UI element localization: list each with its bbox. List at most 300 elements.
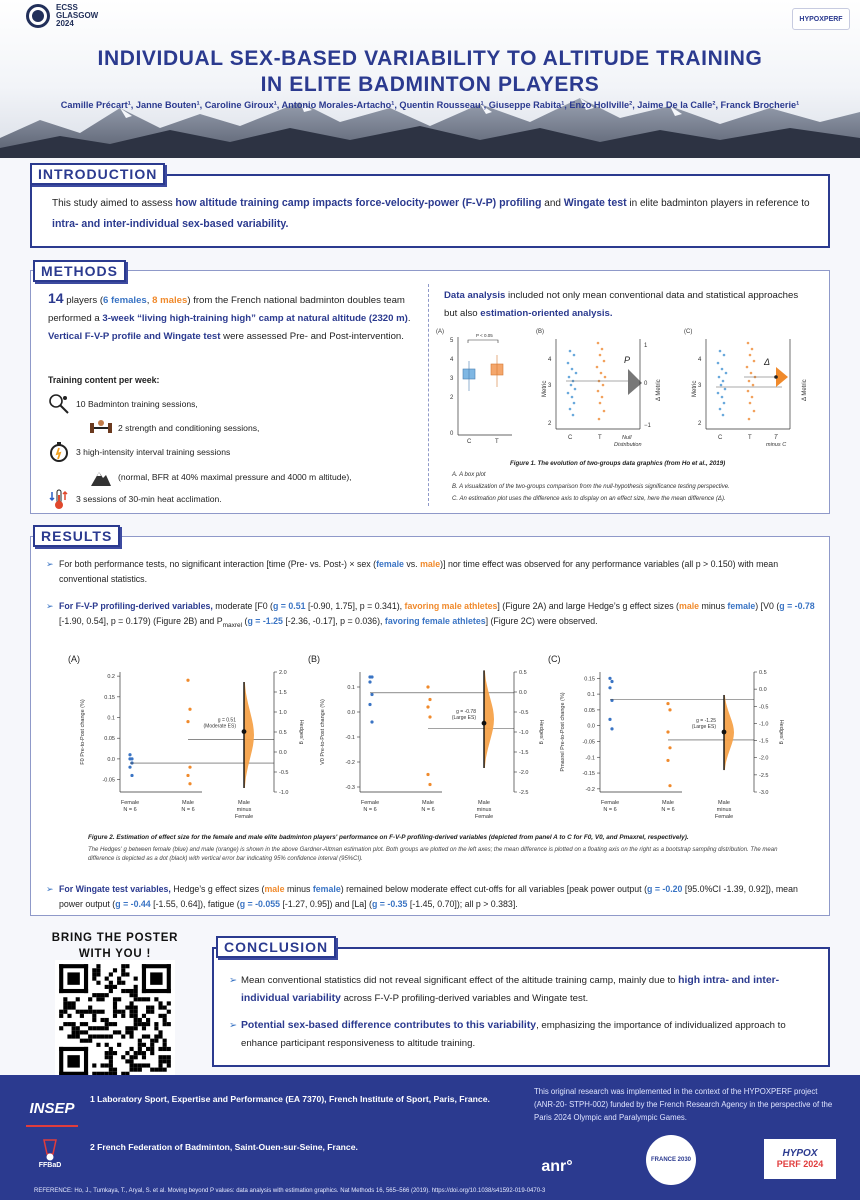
qr-module (121, 981, 125, 985)
fig2-effect-label: (Moderate ES) (203, 723, 236, 730)
fig2-female-point (128, 753, 131, 756)
fig2-x-label: Female (360, 800, 380, 806)
fig2-female-point (128, 766, 131, 769)
rb-male: male (679, 601, 700, 611)
qr-module (59, 1026, 63, 1030)
qr-module (163, 1055, 167, 1059)
qr-module (80, 1014, 84, 1018)
rb-g: g = -0.78 (779, 601, 815, 611)
fig2-male-point (186, 679, 189, 682)
qr-module (142, 1051, 146, 1055)
qr-module (105, 1026, 109, 1030)
qr-finder (84, 964, 88, 993)
qr-module (125, 964, 129, 968)
qr-module (105, 977, 109, 981)
qr-module (63, 1001, 67, 1005)
fig2-x-label: Male (478, 800, 490, 806)
fig1-xtick: C (568, 435, 573, 441)
rb-span: [-0.90, 1.75], p = 0.341), (305, 601, 405, 611)
fig2-female-point (610, 727, 613, 730)
fig2-male-point (668, 708, 671, 711)
fig2-gtick-label: -1.0 (519, 730, 529, 736)
poster-line: BRING THE POSTER (51, 932, 179, 944)
qr-module (113, 1030, 117, 1034)
qr-finder (59, 1047, 88, 1051)
fig2-ytick-label: -0.3 (345, 785, 355, 791)
rb-span: ] (Figure 2C) were observed. (485, 616, 598, 626)
qr-module (109, 1055, 113, 1059)
fig2-ytick-label: 0.0 (587, 723, 595, 730)
training-item (90, 417, 259, 439)
qr-module (125, 1030, 129, 1034)
rb-female: female (376, 559, 404, 569)
fig2-ytick-label: 0.0 (347, 710, 355, 716)
qr-module (113, 985, 117, 989)
qr-module (96, 964, 100, 968)
fig2-gtick-label: -0.5 (759, 704, 769, 711)
fig1-xtick: C (718, 435, 723, 441)
qr-module (158, 1055, 162, 1059)
methods-emph: Vertical F-V-P profile and Wingate test (48, 331, 221, 342)
qr-module (150, 1043, 154, 1047)
qr-module (142, 997, 146, 1001)
thermometer-icon (48, 488, 70, 510)
qr-module (101, 1010, 105, 1014)
poster-title (0, 46, 860, 98)
qr-module (134, 1051, 138, 1055)
qr-module (125, 989, 129, 993)
qr-module (121, 1055, 125, 1059)
qr-module (167, 1059, 171, 1063)
fig1-dots-control-c (717, 350, 728, 417)
analysis-emph: estimation-oriented analysis. (480, 308, 613, 319)
qr-module (105, 1051, 109, 1055)
qr-module (117, 981, 121, 985)
qr-module (150, 1039, 154, 1043)
fig1-ytick: 4 (450, 357, 454, 363)
qr-module (117, 977, 121, 981)
qr-module (146, 1034, 150, 1038)
qr-module (134, 985, 138, 989)
fig1-xtick: Distribution (614, 442, 642, 448)
ecss-globe-icon (26, 4, 50, 28)
rb-g: g = -0.055 (239, 899, 281, 909)
qr-module (134, 993, 138, 997)
insep-logo (26, 1091, 78, 1127)
methods-span: players ( (63, 295, 104, 306)
qr-module (134, 1068, 138, 1072)
rb-span: [95.0%CI -1.39, 0.92]), mean power output ( (59, 884, 798, 909)
rb-span: ( (242, 616, 248, 626)
insep-logo-text: INSEP (29, 1099, 75, 1117)
qr-finder (142, 989, 171, 993)
badminton-racket-icon (48, 393, 70, 415)
qr-module (158, 1034, 162, 1038)
qr-module (105, 1043, 109, 1047)
qr-finder (59, 989, 88, 993)
qr-module (146, 1010, 150, 1014)
fig2-x-label: Male (718, 800, 730, 806)
intro-emph: intra- and inter-individual sex-based variability. (52, 218, 289, 230)
fig2-x-label: minus (236, 807, 252, 813)
fig2-panel-label: (A) (68, 654, 80, 664)
rb-span: Hedge’s g effect sizes ( (170, 884, 265, 894)
qr-module (146, 997, 150, 1001)
fig2-ytick-label: 0.1 (587, 692, 595, 699)
qr-module (125, 1006, 129, 1010)
fig2-ytick-label: -0.2 (585, 786, 595, 793)
results-bullet (46, 882, 816, 912)
france2030-logo (646, 1135, 696, 1185)
qr-module (76, 1026, 80, 1030)
poster-line: WITH YOU ! (78, 948, 152, 960)
qr-module (92, 993, 96, 997)
qr-module (154, 1039, 158, 1043)
qr-module (154, 997, 158, 1001)
fig1-note: B. A visualization of the two-groups comparison from the null-hypothesis significance testing perspective. (452, 484, 730, 490)
qr-module (142, 1026, 146, 1030)
fig1-ytick: 4 (548, 357, 552, 363)
qr-module (125, 1059, 129, 1063)
qr-module (129, 1030, 133, 1034)
fig2-x-label: Male (422, 800, 434, 806)
fig2-female-point (370, 720, 373, 723)
fig2-gtick-label: -2.5 (759, 772, 769, 779)
qr-module (142, 1055, 146, 1059)
fig2-ytick-label: 0.1 (347, 685, 355, 691)
arrow-icon: ➢ (46, 884, 54, 894)
qr-module (150, 1006, 154, 1010)
fig1-note: C. An estimation plot uses the difference axis to display on an effect size, here the mean difference (Δ). (452, 496, 726, 502)
fig1-xtick: T (495, 439, 499, 445)
training-item (48, 488, 222, 510)
rb-span: minus (699, 601, 728, 611)
qr-module (158, 1068, 162, 1072)
conclusion-heading: CONCLUSION (216, 936, 336, 958)
qr-module (72, 1034, 76, 1038)
affiliation-1: 1 Laboratory Sport, Expertise and Performance (EA 7370), French Institute of Sport, Paris, France. (90, 1094, 490, 1104)
qr-module (146, 1022, 150, 1026)
qr-module (146, 1006, 150, 1010)
figure-1 (432, 325, 812, 455)
qr-module (121, 1034, 125, 1038)
fig2-ytick-label: 0.2 (107, 674, 115, 681)
qr-module (105, 1055, 109, 1059)
qr-module (129, 1001, 133, 1005)
rb-g: g = -0.44 (115, 899, 151, 909)
qr-module (129, 1014, 133, 1018)
fig1-xtick: T (774, 435, 778, 441)
fig2-ytick-label: 0.0 (107, 756, 115, 763)
fig2-female-point (610, 680, 613, 683)
training-item (90, 466, 352, 488)
fig2-x-label: minus (476, 807, 492, 813)
qr-module (96, 1026, 100, 1030)
rb-span: ) [V0 ( (755, 601, 780, 611)
qr-module (158, 1030, 162, 1034)
rb-emph: For F-V-P profiling-derived variables, (59, 601, 213, 611)
fig2-gtick-label: 0.0 (759, 687, 767, 694)
qr-module (88, 1006, 92, 1010)
methods-span: were assessed Pre- and Post-intervention. (220, 331, 404, 342)
methods-divider (428, 284, 429, 506)
ecss-line: 2024 (56, 19, 74, 28)
qr-finder (142, 964, 171, 968)
fig2-male-point (426, 705, 429, 708)
qr-finder (150, 972, 162, 984)
qr-module (158, 1047, 162, 1051)
qr-module (134, 1018, 138, 1022)
affiliation-2: 2 French Federation of Badminton, Saint-Ouen-sur-Seine, France. (90, 1142, 358, 1152)
qr-module (113, 1022, 117, 1026)
fig2-female-point (608, 677, 611, 680)
fig2-x-label: Female (474, 814, 494, 820)
qr-module (96, 968, 100, 972)
fig2-female-point (130, 774, 133, 777)
training-label: 3 sessions of 30-min heat acclimation. (76, 494, 222, 504)
qr-module (138, 1043, 142, 1047)
intro-span: This study aimed to assess (52, 198, 176, 209)
rb-female: female (727, 601, 756, 611)
rb-g: g = -1.25 (247, 616, 283, 626)
fig1-ytick: 3 (450, 376, 454, 382)
anr-logo (532, 1155, 582, 1179)
fig1-p-marker: P (624, 355, 631, 365)
fig2-gtick-label: 0.5 (519, 670, 527, 676)
qr-module (84, 1022, 88, 1026)
qr-module (163, 1059, 167, 1063)
qr-module (109, 1034, 113, 1038)
qr-module (101, 1063, 105, 1067)
qr-code[interactable] (55, 960, 175, 1080)
fig2-x-label: N = 6 (363, 807, 377, 813)
fig2-gtick-label: -1.5 (759, 738, 769, 745)
fig2-gtick-label: 1.5 (279, 690, 287, 696)
fig2-male-point (426, 773, 429, 776)
qr-module (142, 1063, 146, 1067)
ecss-line: GLASGOW (56, 11, 99, 20)
training-item (48, 393, 198, 415)
stopwatch-icon (48, 441, 70, 463)
qr-module (129, 1059, 133, 1063)
qr-module (142, 1043, 146, 1047)
fig1-xtick: C (467, 439, 472, 445)
qr-module (158, 1006, 162, 1010)
qr-finder (59, 964, 63, 993)
fig2-male-point (428, 698, 431, 701)
qr-module (113, 1051, 117, 1055)
fig2-ytick-label: -0.1 (585, 755, 595, 762)
qr-finder (84, 1047, 88, 1076)
qr-module (92, 1014, 96, 1018)
fig1-metric-label: Metric (692, 380, 698, 397)
qr-module (134, 1010, 138, 1014)
qr-module (76, 1030, 80, 1034)
training-title: Training content per week: (48, 375, 160, 385)
fig1-p-label: P < 0.05 (476, 333, 493, 338)
hypoxperf-logo (764, 1139, 836, 1179)
qr-module (129, 1026, 133, 1030)
fig2-ytick-label: 0.15 (584, 676, 595, 683)
fig1-ytick: 4 (698, 357, 702, 363)
cb-span: , emphasizing the importance of individualized approach to enhance participant responsiveness to altitude training. (241, 1020, 786, 1049)
qr-module (129, 1068, 133, 1072)
rb-span: )] nor time effect was observed for any performance variables (all p > 0.150) with mean conventional statistics. (59, 559, 779, 584)
fig2-x-label: Female (120, 800, 140, 806)
fig2-y-label: V0 Pre-to-Post change (%) (320, 699, 326, 765)
fig2-male-point (666, 759, 669, 762)
methods-span: . (407, 313, 411, 324)
fig1-dtick: −1 (644, 423, 651, 429)
footer (0, 1075, 860, 1200)
rb-g: g = -0.20 (647, 884, 683, 894)
qr-module (113, 1014, 117, 1018)
qr-module (92, 1063, 96, 1067)
arrow-icon: ➢ (46, 601, 54, 611)
qr-module (109, 981, 113, 985)
fig2-caption: Figure 2. Estimation of effect size for the female and male elite badminton players' performance on F-V-P profiling-derived variables (depicted from panel A to C for F0, V0, and Pmaxrel, respectively). (88, 834, 689, 841)
fig2-x-label: N = 6 (661, 807, 675, 813)
fig2-y-label: Pmaxrel Pre-to-Post change (%) (560, 692, 566, 772)
qr-module (129, 1055, 133, 1059)
fig2-effect-label: g = -1.25 (696, 718, 716, 724)
fig2-x-label: Male (662, 800, 674, 806)
qr-module (167, 1047, 171, 1051)
fig2-male-point (428, 715, 431, 718)
fig1-ytick: 2 (548, 421, 552, 427)
qr-module (96, 981, 100, 985)
qr-module (163, 1043, 167, 1047)
qr-module (84, 1010, 88, 1014)
intro-heading: INTRODUCTION (30, 163, 165, 185)
training-label: (normal, BFR at 40% maximal pressure and 4000 m altitude), (118, 472, 352, 482)
qr-module (113, 997, 117, 1001)
rb-favor: favoring male athletes (404, 601, 498, 611)
intro-span: and (541, 198, 564, 209)
qr-module (101, 1034, 105, 1038)
qr-module (63, 1010, 67, 1014)
fig2-x-label: N = 6 (123, 807, 137, 813)
qr-module (142, 1034, 146, 1038)
rb-span: moderate [F0 ( (212, 601, 273, 611)
qr-module (109, 1022, 113, 1026)
fig2-x-label: N = 6 (603, 807, 617, 813)
fig2-male-point (666, 702, 669, 705)
qr-module (59, 1010, 63, 1014)
qr-module (109, 989, 113, 993)
fig2-panel-label: (C) (548, 654, 561, 664)
rb-span: [-2.36, -0.17], p = 0.036), (282, 616, 385, 626)
analysis-text (444, 287, 814, 323)
fig2-ytick-label: 0.05 (584, 707, 595, 714)
qr-finder (167, 964, 171, 993)
qr-module (146, 1063, 150, 1067)
qr-module (113, 1006, 117, 1010)
fig2-male-point (188, 782, 191, 785)
fig1-note: A. A box plot (452, 472, 486, 478)
qr-module (80, 1010, 84, 1014)
qr-module (92, 968, 96, 972)
fig2-note: The Hedges' g between female (blue) and male (orange) is shown in the above Gardner-Altman estimation plot. Both groups are plotted on the left axes; the mean difference is plotted on a floating axis on the right as a bootstrap sampling distribution. The mean difference is depicted as a dot (black) with vertical error bar indicating 95% confidence interval (95%CI). (88, 847, 778, 862)
arrow-icon: ➢ (229, 1020, 238, 1031)
qr-module (76, 997, 80, 1001)
qr-module (163, 1014, 167, 1018)
fig2-gtick-label: -2.5 (519, 790, 529, 796)
fig2-gtick-label: -2.0 (759, 755, 769, 762)
fig1-xtick: Null (622, 435, 632, 441)
qr-finder (67, 1055, 79, 1067)
fig2-male-point (666, 730, 669, 733)
fig2-x-label: minus (716, 807, 732, 813)
rb-span: [-1.27, 0.95]) and [La] ( (280, 899, 372, 909)
fig2-y-label: F0 Pre-to-Post change (%) (80, 699, 86, 765)
fig1-delta-label: Δ Metric (802, 379, 808, 401)
qr-module (67, 1014, 71, 1018)
conclusion-bullet (229, 1017, 809, 1053)
qr-module (134, 1055, 138, 1059)
methods-span: , (146, 295, 153, 306)
fig1-ytick: 3 (548, 383, 552, 389)
fig2-x-label: Male (238, 800, 250, 806)
qr-module (117, 1043, 121, 1047)
qr-module (88, 1010, 92, 1014)
fig2-ytick-label: 0.1 (107, 715, 115, 722)
qr-module (67, 1022, 71, 1026)
fig2-effect-label: (Large ES) (691, 724, 716, 730)
fig2-ytick-label: -0.2 (345, 760, 355, 766)
title-line: INDIVIDUAL SEX-BASED VARIABILITY TO ALTITUDE TRAINING (97, 47, 763, 70)
perf-text: PERF 2024 (776, 1159, 824, 1169)
rb-g: g = 0.51 (272, 601, 306, 611)
ffbad-logo (28, 1133, 72, 1173)
qr-module (76, 1010, 80, 1014)
qr-module (150, 1051, 154, 1055)
qr-module (158, 1059, 162, 1063)
qr-module (129, 989, 133, 993)
qr-module (163, 1068, 167, 1072)
qr-module (134, 997, 138, 1001)
fig2-panel-label: (B) (308, 654, 320, 664)
qr-module (92, 1034, 96, 1038)
fig2-g-label: Hedges' g (538, 719, 544, 745)
qr-module (125, 1026, 129, 1030)
female-count: 6 females (103, 295, 147, 306)
qr-module (72, 1022, 76, 1026)
qr-module (129, 1063, 133, 1067)
anr-logo-text: anr° (541, 1158, 573, 1175)
funding-note: This original research was implemented in the context of the HYPOXPERF project (ANR-20- STPH-002) funded by the French Research Agency in the perspective of the Paris 2024 Olympic and Paralympic Games. (534, 1087, 833, 1122)
qr-module (121, 964, 125, 968)
fig1-xtick: T (598, 435, 602, 441)
intro-emph: how altitude training camp impacts force-velocity-power (F-V-P) profiling (175, 197, 542, 209)
fig2-female-point (370, 675, 373, 678)
qr-module (109, 1068, 113, 1072)
ecss-logo (26, 4, 98, 28)
rb-female: female (312, 884, 341, 894)
reference: REFERENCE: Ho, J., Tumkaya, T., Aryal, S. et al. Moving beyond P values: data analysis with estimation graphics. Nat Methods 16, 565–566 (2019). https://doi.org/10.1038/s41592-019-0470-3 (34, 1188, 546, 1194)
fig2-gtick-label: -1.0 (279, 790, 289, 796)
qr-module (138, 1018, 142, 1022)
qr-module (167, 1055, 171, 1059)
qr-module (109, 985, 113, 989)
fig2-gtick-label: 0.5 (279, 730, 287, 736)
arrow-icon: ➢ (229, 975, 238, 986)
dumbbell-icon (90, 417, 112, 439)
qr-module (96, 993, 100, 997)
intro-text (52, 193, 822, 235)
qr-module (167, 1001, 171, 1005)
fig2-effect-point (242, 729, 247, 734)
